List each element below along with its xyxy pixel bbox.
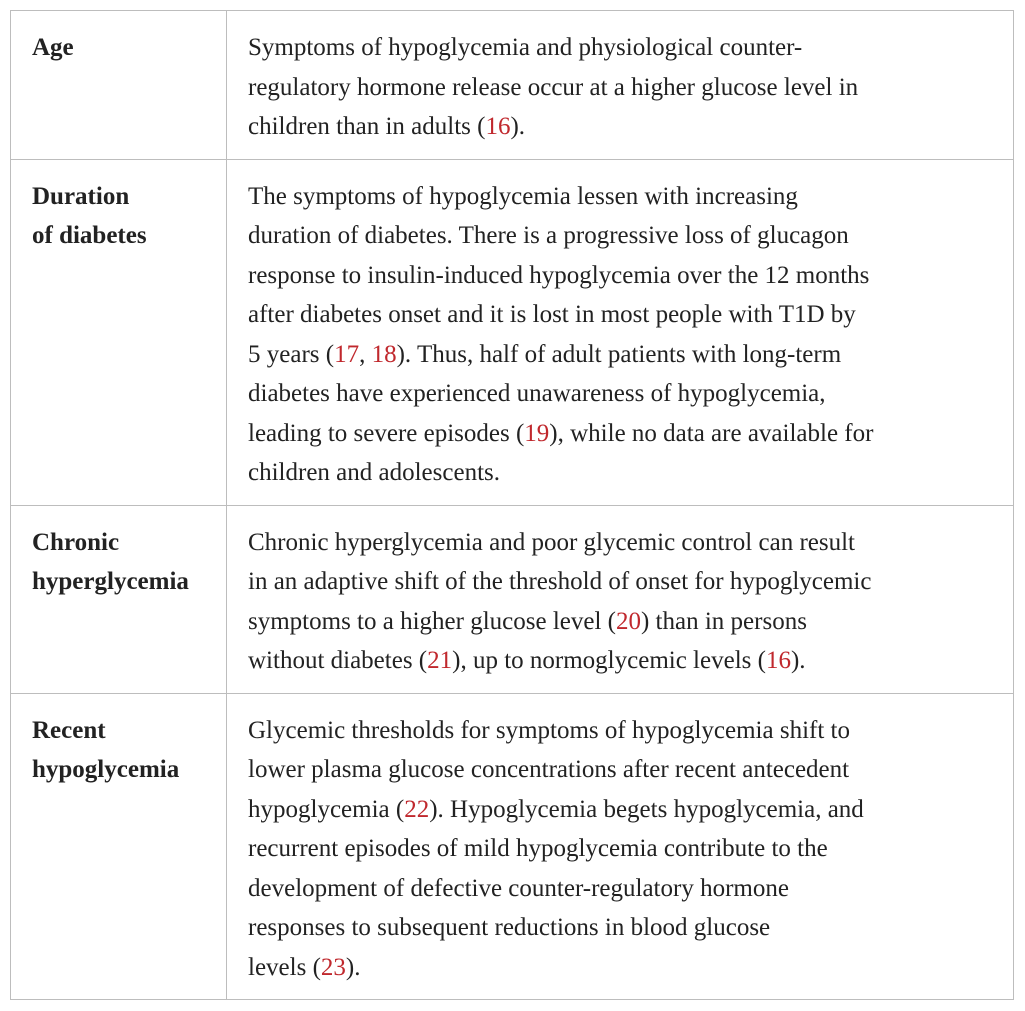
description-text: hypoglycemia ( bbox=[248, 795, 405, 823]
description-text: Chronic hyperglycemia and poor glycemic control can result bbox=[248, 528, 855, 556]
description-line bbox=[248, 750, 997, 790]
description-text: Symptoms of hypoglycemia and physiological counter- bbox=[248, 34, 803, 61]
table-row bbox=[11, 11, 1013, 159]
reference-link[interactable]: 16 bbox=[765, 647, 791, 674]
description-line bbox=[248, 295, 997, 335]
row-description-cell bbox=[227, 160, 1013, 505]
row-label-line: of diabetes bbox=[32, 222, 147, 249]
reference-link[interactable]: 19 bbox=[524, 419, 550, 447]
description-text: ), up to normoglycemic levels ( bbox=[452, 647, 766, 674]
description-text: levels ( bbox=[248, 953, 321, 981]
row-description-cell bbox=[227, 506, 1013, 693]
description-line bbox=[248, 177, 997, 217]
description-text: without diabetes ( bbox=[248, 647, 428, 674]
description-text: ). Hypoglycemia begets hypoglycemia, and bbox=[429, 795, 864, 823]
description-line bbox=[248, 790, 997, 830]
reference-link[interactable]: 18 bbox=[371, 340, 397, 368]
description-text: in an adaptive shift of the threshold of onset for hypoglycemic bbox=[248, 568, 872, 595]
description-text: ) than in persons bbox=[640, 607, 807, 635]
description-line bbox=[248, 562, 997, 602]
description-text: ). bbox=[510, 113, 526, 140]
row-label-line: Duration bbox=[32, 182, 130, 210]
description-line bbox=[248, 453, 997, 493]
description-text: diabetes have experienced unawareness of hypoglycemia, bbox=[248, 380, 826, 407]
row-label-line: Recent bbox=[32, 716, 106, 744]
description-text: ). bbox=[345, 953, 361, 981]
description-line bbox=[248, 28, 997, 68]
reference-link[interactable]: 16 bbox=[485, 113, 511, 140]
row-description-cell bbox=[227, 694, 1013, 1000]
row-description-cell bbox=[227, 11, 1013, 159]
description-text: duration of diabetes. There is a progressive loss of glucagon bbox=[248, 222, 849, 249]
description-text: ). Thus, half of adult patients with long-term bbox=[396, 340, 842, 368]
description-text: after diabetes onset and it is lost in most people with T1D by bbox=[248, 301, 856, 328]
row-label-cell bbox=[11, 11, 227, 159]
description-line bbox=[248, 374, 997, 414]
description-text: response to insulin-induced hypoglycemia over the 12 months bbox=[248, 261, 870, 289]
description-text: regulatory hormone release occur at a higher glucose level in bbox=[248, 73, 859, 101]
description-line bbox=[248, 523, 997, 563]
description-line bbox=[248, 414, 997, 454]
description-line bbox=[248, 908, 997, 948]
description-text: Glycemic thresholds for symptoms of hypoglycemia shift to bbox=[248, 716, 850, 744]
description-line bbox=[248, 602, 997, 642]
description-line bbox=[248, 256, 997, 296]
description-text: The symptoms of hypoglycemia lessen with increasing bbox=[248, 182, 798, 210]
table-row bbox=[11, 693, 1013, 1000]
reference-link[interactable]: 20 bbox=[615, 607, 641, 635]
factors-table bbox=[10, 10, 1014, 1000]
description-text: , bbox=[359, 340, 372, 368]
description-line bbox=[248, 948, 997, 988]
reference-link[interactable]: 21 bbox=[427, 647, 453, 674]
row-label-line: hyperglycemia bbox=[32, 568, 189, 595]
row-label-cell bbox=[11, 160, 227, 505]
description-line bbox=[248, 711, 997, 751]
description-text: 5 years ( bbox=[248, 340, 335, 368]
description-text: children and adolescents. bbox=[248, 459, 500, 486]
description-line bbox=[248, 68, 997, 108]
description-text: responses to subsequent reductions in blood glucose bbox=[248, 914, 771, 941]
description-text: recurrent episodes of mild hypoglycemia contribute to the bbox=[248, 835, 828, 862]
description-text: ), while no data are available for bbox=[549, 419, 874, 447]
description-line bbox=[248, 335, 997, 375]
table-row bbox=[11, 505, 1013, 693]
row-label-line: hypoglycemia bbox=[32, 756, 180, 783]
reference-link[interactable]: 22 bbox=[404, 795, 430, 823]
description-text: ). bbox=[790, 647, 806, 674]
description-text: development of defective counter-regulatory hormone bbox=[248, 874, 789, 902]
description-text: symptoms to a higher glucose level ( bbox=[248, 607, 616, 635]
description-line bbox=[248, 829, 997, 869]
row-label-cell bbox=[11, 506, 227, 693]
description-text: children than in adults ( bbox=[248, 113, 486, 140]
description-text: leading to severe episodes ( bbox=[248, 419, 525, 447]
reference-link[interactable]: 23 bbox=[320, 953, 346, 981]
description-line bbox=[248, 216, 997, 256]
description-text: lower plasma glucose concentrations after recent antecedent bbox=[248, 756, 850, 783]
table-row bbox=[11, 159, 1013, 505]
reference-link[interactable]: 17 bbox=[334, 340, 360, 368]
row-label-cell bbox=[11, 694, 227, 1000]
description-line bbox=[248, 869, 997, 909]
description-line bbox=[248, 107, 997, 147]
description-line bbox=[248, 641, 997, 681]
row-label-line: Chronic bbox=[32, 528, 120, 556]
row-label-line: Age bbox=[32, 34, 74, 61]
